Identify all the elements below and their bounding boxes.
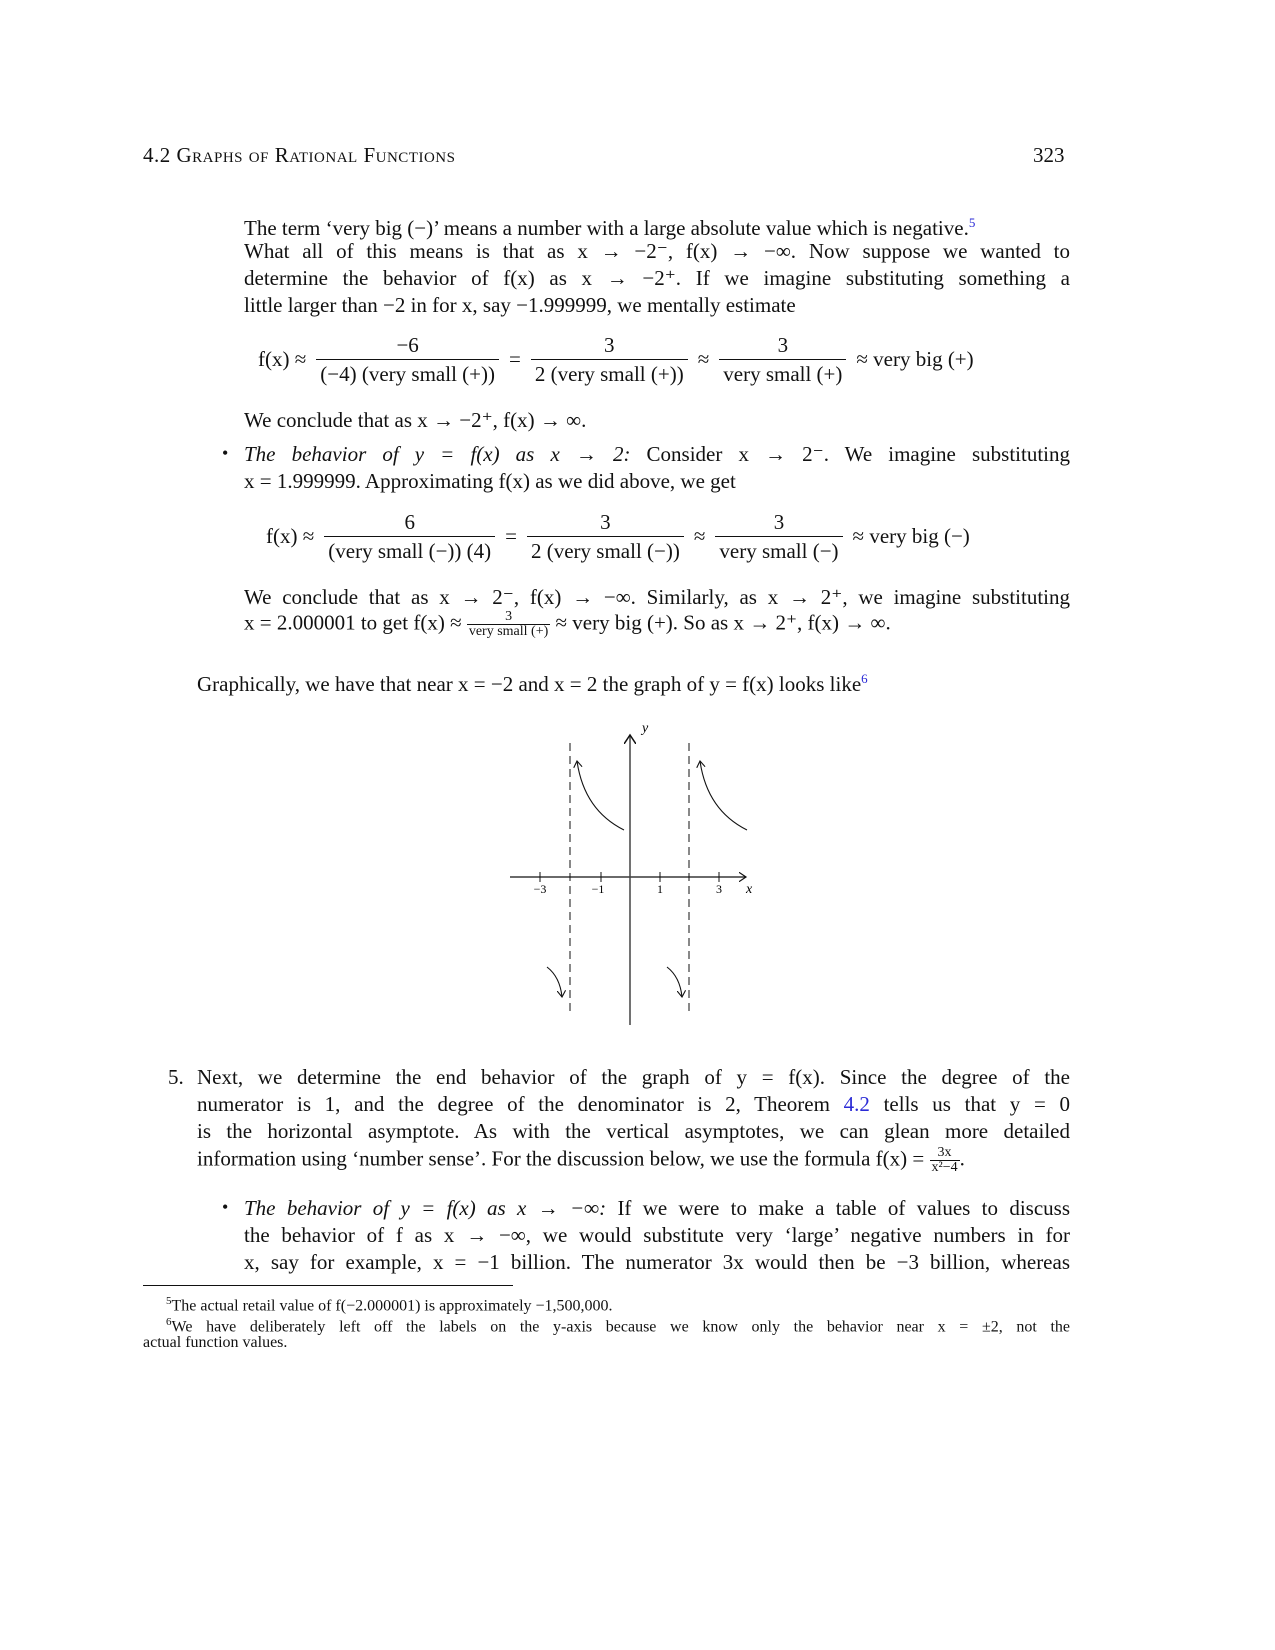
bullet-line: x = 1.999999. Approximating f(x) as we did above, we get [244,469,736,493]
inline-fraction: 3 very small (+) [468,609,549,639]
eq-rhs: ≈ very big (−) [852,524,970,548]
tick-label: −3 [533,882,547,896]
eq-op: = [508,347,521,371]
graph-intro: Graphically, we have that near x = −2 and x = 2 the graph of y = f(x) looks like$^6$ [197,671,868,696]
paragraph-line: little larger than −2 in for x, say −1.999999, we mentally estimate [244,293,796,317]
tick-label: 1 [657,882,663,896]
fraction: $\frac{-6}{\text{(−4) (very small (+))}}$ [314,333,501,386]
eq-lhs: f(x) ≈ [258,347,307,371]
item-line: information using ‘number sense’. For the discussion below, we use the formula f(x) = $\frac{3x}{\text{x²−4}}$ . [197,1145,965,1175]
bullet-line: The behavior of y = f(x) as x → −∞: If we were to make a table of values to discuss [244,1196,1070,1220]
footnote-ref-5[interactable]: 5 [968,215,976,230]
conclusion-1: We conclude that as x → −2⁺, f(x) → ∞. [244,408,587,432]
curve-right-up [700,761,747,830]
fraction: $\frac{3}{\text{very small (+)}}$ [717,333,848,386]
footnote-5: $^5$The actual retail value of f(−2.000001) is approximately −1,500,000. [166,1295,613,1315]
equation-1 [258,333,974,386]
asymptote-graph [500,715,770,1035]
fraction: $\frac{3}{\text{very small (−)}}$ [713,510,844,563]
text: The term ‘very big (−)’ means a number with a large absolute value which is negative. [244,216,969,240]
x-axis-label: x [746,882,753,897]
inline-fraction: $\frac{3x}{\text{x²−4}}$ [931,1145,958,1175]
equation-2 [266,510,970,563]
page-number: 323 [1033,143,1065,167]
running-header: 4.2 Graphs of Rational Functions [143,143,456,167]
item-line: numerator is 1, and the degree of the denominator is 2, Theorem 4.2 tells us that y = 0 [197,1092,1070,1116]
eq-lhs: f(x) ≈ [266,524,315,548]
item-number: 5. [168,1065,184,1089]
bullet-line: the behavior of f as x → −∞, we would substitute very ‘large’ negative numbers in for [244,1223,1070,1247]
footnote-6-cont: actual function values. [143,1334,288,1351]
curve-left-up [577,761,624,830]
eq-op: ≈ [697,347,710,371]
item-line: Next, we determine the end behavior of the graph of y = f(x). Since the degree of the [197,1065,1070,1089]
bullet: • [222,443,229,463]
paragraph-line [244,211,975,240]
footnote-ref-6[interactable]: 6 [861,671,868,686]
y-axis-label: y [642,721,649,736]
tick-label: −1 [591,882,605,896]
fraction: $\frac{6}{\text{(very small (−)) (4)}}$ [322,510,497,563]
conclusion-2-line: x = 2.000001 to get f(x) ≈ 3 very small (+) ≈ very big (+). So as x → 2⁺, f(x) → ∞. [244,609,891,639]
curve-right-down [667,967,682,997]
fraction: $\frac{3}{\text{2 (very small (+))}}$ [529,333,690,386]
curve-left-down [547,967,562,997]
conclusion-2-line: We conclude that as x → 2⁻, f(x) → −∞. Similarly, as x → 2⁺, we imagine substituting [244,585,1070,609]
item-line: is the horizontal asymptote. As with the vertical asymptotes, we can glean more detailed [197,1119,1070,1143]
eq-op: ≈ [693,524,706,548]
footnote-rule [143,1285,513,1286]
eq-rhs: ≈ very big (+) [856,347,974,371]
bullet-line: x, say for example, x = −1 billion. The numerator 3x would then be −3 billion, whereas [244,1250,1070,1274]
bullet-line: The behavior of y = f(x) as x → 2: Consider x → 2⁻. We imagine substituting [244,442,1070,466]
tick-label: 3 [716,882,722,896]
paragraph-line: determine the behavior of f(x) as x → −2⁺. If we imagine substituting something a [244,266,1070,290]
bullet: • [222,1197,229,1217]
eq-op: = [505,524,517,548]
fraction: $\frac{3}{\text{2 (very small (−))}}$ [525,510,686,563]
footnote-6: $^6$We have deliberately left off the labels on the y-axis because we know only the behavior near x = ±2, not the [166,1316,1070,1336]
theorem-link[interactable]: 4.2 [843,1092,870,1116]
paragraph-line: What all of this means is that as x → −2⁻, f(x) → −∞. Now suppose we wanted to [244,239,1070,263]
